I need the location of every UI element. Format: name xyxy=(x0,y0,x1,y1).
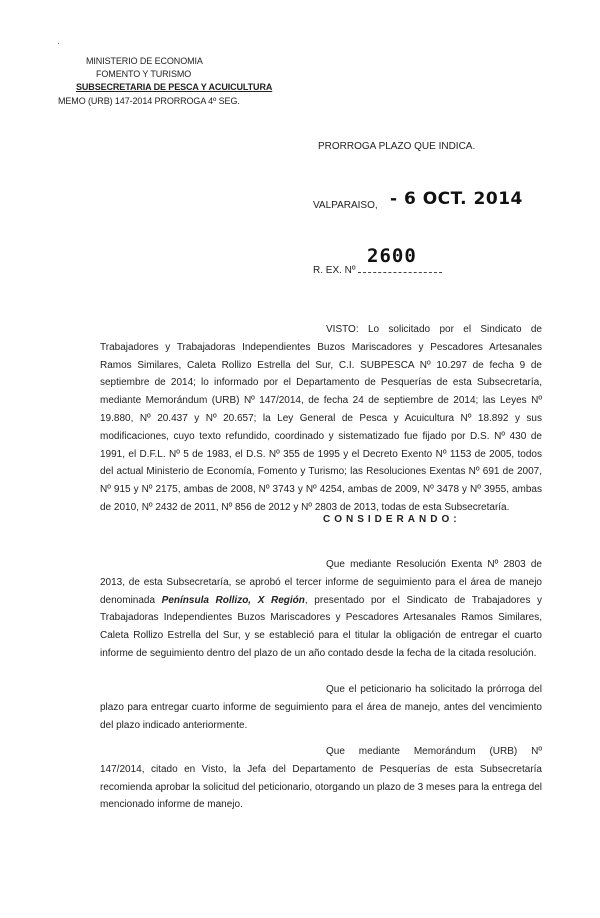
document-subject: PRORROGA PLAZO QUE INDICA. xyxy=(318,141,476,152)
ministry-name: MINISTERIO DE ECONOMIA xyxy=(86,56,203,66)
undersecretariat-name: SUBSECRETARIA DE PESCA Y ACUICULTURA xyxy=(76,82,273,92)
memo-reference: MEMO (URB) 147-2014 PRORROGA 4º SEG. xyxy=(58,96,240,106)
scan-mark: · xyxy=(57,38,61,49)
resolution-number: 2600 xyxy=(367,245,417,267)
place-label: VALPARAISO, xyxy=(313,200,378,211)
paragraph-text: , presentado por el Sindicato de Trabajadores y Trabajadoras Independientes Buzos Mariscadores y Pescadores Artesanales Ramos Similares, Caleta Rollizo Estrella del Sur, y se estableció para el titular la obligación de entregar el cuarto informe de seguimiento dentro del plazo de un año contado desde la fecha de la citada resolución. xyxy=(100,594,542,659)
visto-paragraph: VISTO: Lo solicitado por el Sindicato de Trabajadores y Trabajadoras Independientes Buzos Mariscadores y Pescadores Artesanales Ramos Similares, Caleta Rollizo Estrella del Sur, C.I. SUBPESCA Nº 10.297 de fecha 9 de septiembre de 2014; lo informado por el Departamento de Pesquerías de esta Subsecretaría, mediante Memorándum (URB) Nº 147/2014, de fecha 24 de septiembre de 2014; las Leyes Nº 19.880, Nº 20.437 y Nº 20.657; la Ley General de Pesca y Acuicultura Nº 18.892 y sus modificaciones, cuyo texto refundido, coordinado y sistematizado fue fijado por D.S. Nº 430 de 1991, el D.F.L. Nº 5 de 1983, el D.S. Nº 355 de 1995 y el Decreto Exento Nº 1153 de 2005, todos del actual Ministerio de Economía, Fomento y Turismo; las Resoluciones Exentas Nº 691 de 2007, Nº 915 y Nº 2175, ambas de 2008, Nº 3743 y Nº 4254, ambas de 2009, Nº 3478 y Nº 3955, ambas de 2010, Nº 2432 de 2011, Nº 856 de 2012 y Nº 2803 de 2013, todas de esta Subsecretaría. xyxy=(100,324,542,513)
ministry-subname: FOMENTO Y TURISMO xyxy=(96,69,192,79)
considerando-paragraph-1 xyxy=(100,556,542,663)
considerando-heading: CONSIDERANDO: xyxy=(323,514,461,525)
date-stamp: - 6 OCT. 2014 xyxy=(390,189,523,209)
resolution-number-label: R. EX. Nº xyxy=(313,265,356,276)
paragraph-text: Que mediante Resolución Exenta Nº 2803 de 2013, de esta Subsecretaría, se aprobó el tercer informe de seguimiento para el área de manejo denominada xyxy=(100,559,542,606)
resolution-number-line xyxy=(358,272,442,273)
area-name: Península Rollizo, X Región xyxy=(161,594,305,606)
considerando-paragraph-3: Que mediante Memorándum (URB) Nº 147/2014, citado en Visto, la Jefa del Departamento de Pesquerías de esta Subsecretaría recomienda aprobar la solicitud del peticionario, otorgando un plazo de 3 meses para la entrega del mencionado informe de manejo. xyxy=(100,746,542,811)
considerando-paragraph-2: Que el peticionario ha solicitado la prórroga del plazo para entregar cuarto informe de seguimiento para el área de manejo, antes del vencimiento del plazo indicado anteriormente. xyxy=(100,684,542,731)
